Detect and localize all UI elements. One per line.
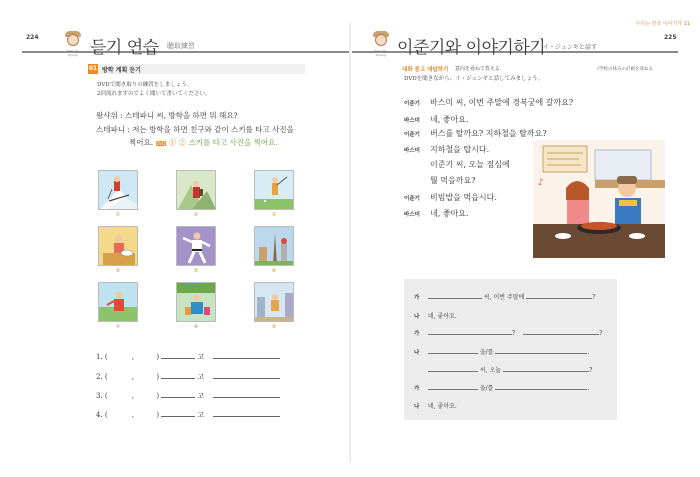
practice-blank[interactable]: [428, 384, 478, 390]
answer-row-3: 3. ( , ) 고 .: [96, 392, 281, 400]
picture-label-4: ④: [115, 268, 121, 274]
picture-label-5: ⑤: [193, 268, 199, 274]
right-page-number: 225: [664, 34, 677, 41]
answer-row-4: 4. ( , ) 고 .: [96, 411, 281, 419]
picture-label-7: ⑦: [115, 324, 121, 330]
mascot-caption: Sally Jin-Kyung: [374, 49, 388, 57]
picture-6-travel: [254, 226, 294, 266]
face-icon: [375, 34, 387, 46]
dialogue-right-7: 비빔밥을 먹읍시다.: [430, 193, 497, 202]
practice-row-1: 가 씨, 이번 주말에 ?: [414, 294, 596, 301]
speaker-1: 이준기: [404, 101, 420, 107]
right-page-subtitle: イ・ジュンギと話す: [543, 44, 597, 51]
speaker-2: 바스미: [404, 118, 420, 124]
right-instruction: DVDを聞きながら、イ・ジュンギと話してみましょう。: [404, 76, 544, 82]
practice-blank[interactable]: [428, 293, 482, 299]
mascot-avatar-right: [372, 30, 390, 57]
answer-blank[interactable]: [161, 352, 195, 359]
svg-text:♪: ♪: [538, 178, 544, 188]
dialogue-right-1: 바스미 씨, 이번 주말에 경복궁에 갈까요?: [430, 98, 574, 107]
answer-blank[interactable]: [161, 391, 195, 398]
picture-label-9: ⑨: [271, 324, 277, 330]
face-icon: [67, 34, 79, 46]
right-top-note: 우리는 한국 이야기가 11: [635, 21, 690, 27]
dialogue-right-5: 이준기 씨, 오늘 점심에: [430, 160, 510, 169]
practice-row-3: 가 ? ?: [414, 330, 603, 337]
practice-blank[interactable]: [495, 384, 587, 390]
dialogue-right-4: 지하철을 탑시다.: [430, 145, 490, 154]
practice-blank[interactable]: [428, 366, 478, 372]
picture-4-cooking: [98, 226, 138, 266]
picture-1-skiing: [98, 170, 138, 210]
answer-key: ① ②: [168, 138, 187, 147]
dialogue-line-1: 왕샤위 : 스테파니 씨, 방학을 하면 뭐 해요?: [96, 111, 238, 120]
practice-row-5: 씨, 오늘 ?: [414, 365, 592, 374]
speaker-8: 바스미: [404, 212, 420, 218]
dialogue-line-3: 찍어요. DVD ① ② 스키를 타고 사진을 찍어요.: [129, 138, 278, 147]
dialogue-right-2: 네, 좋아요.: [430, 115, 469, 124]
practice-row-7: 나 네, 좋아요.: [414, 403, 457, 410]
picture-label-1: ①: [115, 212, 121, 218]
picture-label-3: ③: [271, 212, 277, 218]
dialogue-right-8: 네, 좋아요.: [430, 209, 469, 218]
left-page-number: 224: [26, 34, 39, 41]
answer-blank[interactable]: [213, 391, 279, 398]
practice-blank[interactable]: [428, 329, 512, 335]
practice-blank[interactable]: [428, 348, 478, 354]
speaker-4: 바스미: [404, 148, 420, 154]
restaurant-illustration: [533, 140, 665, 258]
practice-blank[interactable]: [523, 329, 599, 335]
answer-blank[interactable]: [213, 372, 279, 379]
speaker-7: 이준기: [404, 196, 420, 202]
practice-blank[interactable]: [495, 348, 587, 354]
speaker-3: 이준기: [404, 132, 420, 138]
picture-3-golf: [254, 170, 294, 210]
picture-8-shopping: [176, 282, 216, 322]
mascot-avatar: [64, 30, 82, 57]
section-title: 방학 계획 듣기: [102, 67, 141, 74]
dvd-tag: DVD: [156, 140, 166, 146]
dialogue-right-3: 버스를 탈까요? 지하철을 탈까요?: [430, 129, 547, 138]
picture-7-park: [98, 282, 138, 322]
picture-label-2: ②: [193, 212, 199, 218]
left-page-subtitle: 聴取練習: [167, 42, 195, 50]
picture-5-taekwondo: [176, 226, 216, 266]
practice-row-6: 가 을/를 .: [414, 385, 590, 392]
dialogue-line-2: 스테파니 : 저는 방학을 하면 친구와 같이 스키를 타고 사진을: [96, 125, 294, 134]
dialogue-right-6: 뭘 먹을까요?: [430, 176, 476, 185]
instruction-2: 2回流れますのでよく聞いて書いてください。: [97, 91, 211, 97]
answer-blank[interactable]: [161, 372, 195, 379]
answer-row-1: 1. ( , ) 고 .: [96, 353, 281, 361]
mascot-caption: Sally Jin-Kyung: [66, 49, 80, 57]
picture-label-8: ⑧: [193, 324, 199, 330]
answer-blank[interactable]: [213, 410, 279, 417]
picture-2-hiking: [176, 170, 216, 210]
left-page-title: 듣기 연습: [90, 38, 159, 58]
picture-9-city: [254, 282, 294, 322]
picture-label-6: ⑥: [271, 268, 277, 274]
practice-row-4: 나 을/를 .: [414, 349, 590, 356]
dialogue-label: 대화 묻고 대답하기: [402, 67, 449, 73]
practice-blank[interactable]: [503, 366, 589, 372]
dialogue-label-note: 意向を尋ねて答える: [455, 66, 500, 72]
practice-blank[interactable]: [526, 293, 592, 299]
right-page-title: 이준기와 이야기하기: [397, 38, 546, 58]
instruction-1: DVDで聞き取りの練習をしましょう。: [97, 82, 193, 88]
practice-row-2: 나 네, 좋아요.: [414, 313, 457, 320]
answer-example: 스키를 타고 사진을 찍어요.: [188, 138, 278, 147]
section-number: 01: [88, 65, 98, 72]
answer-blank[interactable]: [161, 410, 195, 417]
answer-row-2: 2. ( , ) 고 .: [96, 373, 281, 381]
section-note: (学校の休みの計画を尋ねる: [597, 67, 653, 72]
answer-blank[interactable]: [213, 352, 279, 359]
